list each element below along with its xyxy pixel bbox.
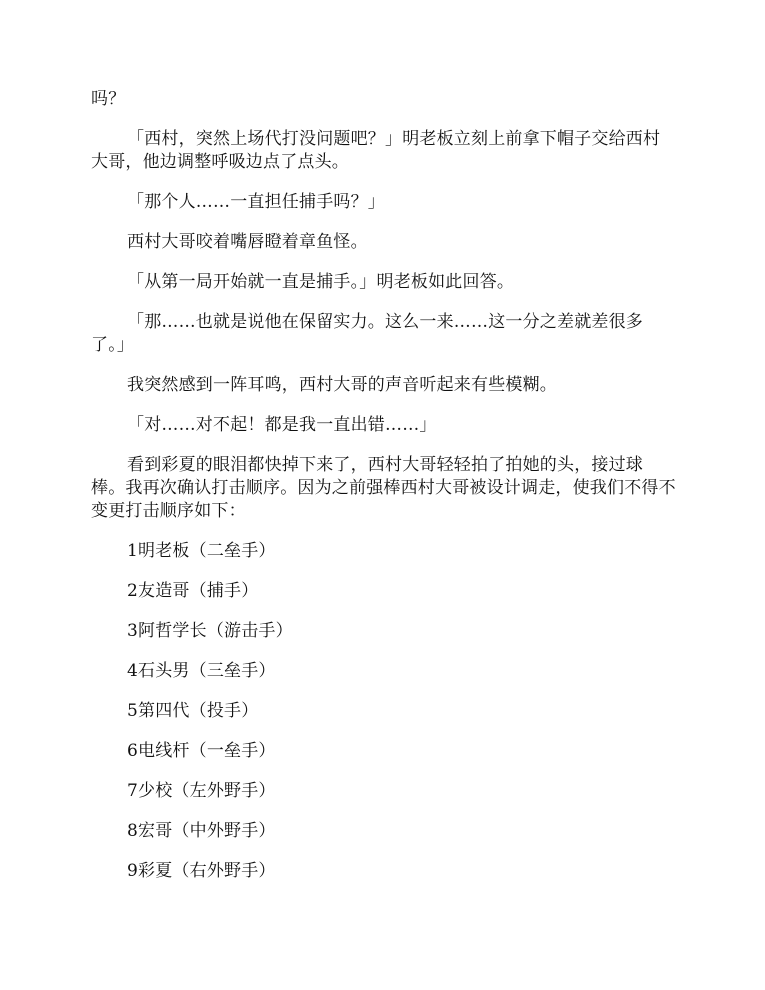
lineup-item: 7少校（左外野手） bbox=[127, 781, 276, 801]
lineup-item: 9彩夏（右外野手） bbox=[127, 861, 276, 881]
lineup-item: 5第四代（投手） bbox=[127, 701, 259, 721]
lineup-item: 2友造哥（捕手） bbox=[127, 581, 259, 601]
paragraph-narration-1: 西村大哥咬着嘴唇瞪着章鱼怪。 bbox=[127, 232, 368, 252]
paragraph-narration-2: 我突然感到一阵耳鸣，西村大哥的声音听起来有些模糊。 bbox=[127, 375, 557, 395]
lineup-item: 8宏哥（中外野手） bbox=[127, 821, 276, 841]
lineup-item: 4石头男（三垒手） bbox=[127, 661, 276, 681]
paragraph-dialogue-3: 「从第一局开始就一直是捕手。」明老板如此回答。 bbox=[127, 272, 515, 292]
paragraph-continuation: 吗？ bbox=[91, 89, 126, 109]
lineup-item: 3阿哲学长（游击手） bbox=[127, 621, 293, 641]
paragraph-narration-3: 看到彩夏的眼泪都快掉下来了，西村大哥轻轻拍了拍她的头，接过球棒。我再次确认打击顺序。因为之前强棒西村大哥被设计调走，使我们不得不变更打击顺序如下： bbox=[91, 455, 676, 521]
paragraph-dialogue-5: 「对……对不起！都是我一直出错……」 bbox=[127, 415, 437, 435]
document-page bbox=[91, 88, 676, 900]
lineup-item: 6电线杆（一垒手） bbox=[127, 741, 276, 761]
paragraph-dialogue-2: 「那个人……一直担任捕手吗？」 bbox=[127, 192, 385, 212]
paragraph-dialogue-1: 「西村，突然上场代打没问题吧？」明老板立刻上前拿下帽子交给西村大哥，他边调整呼吸边点了点头。 bbox=[91, 129, 661, 172]
lineup-item: 1明老板（二垒手） bbox=[127, 541, 276, 561]
paragraph-dialogue-4: 「那……也就是说他在保留实力。这么一来……这一分之差就差很多了。」 bbox=[91, 312, 643, 355]
